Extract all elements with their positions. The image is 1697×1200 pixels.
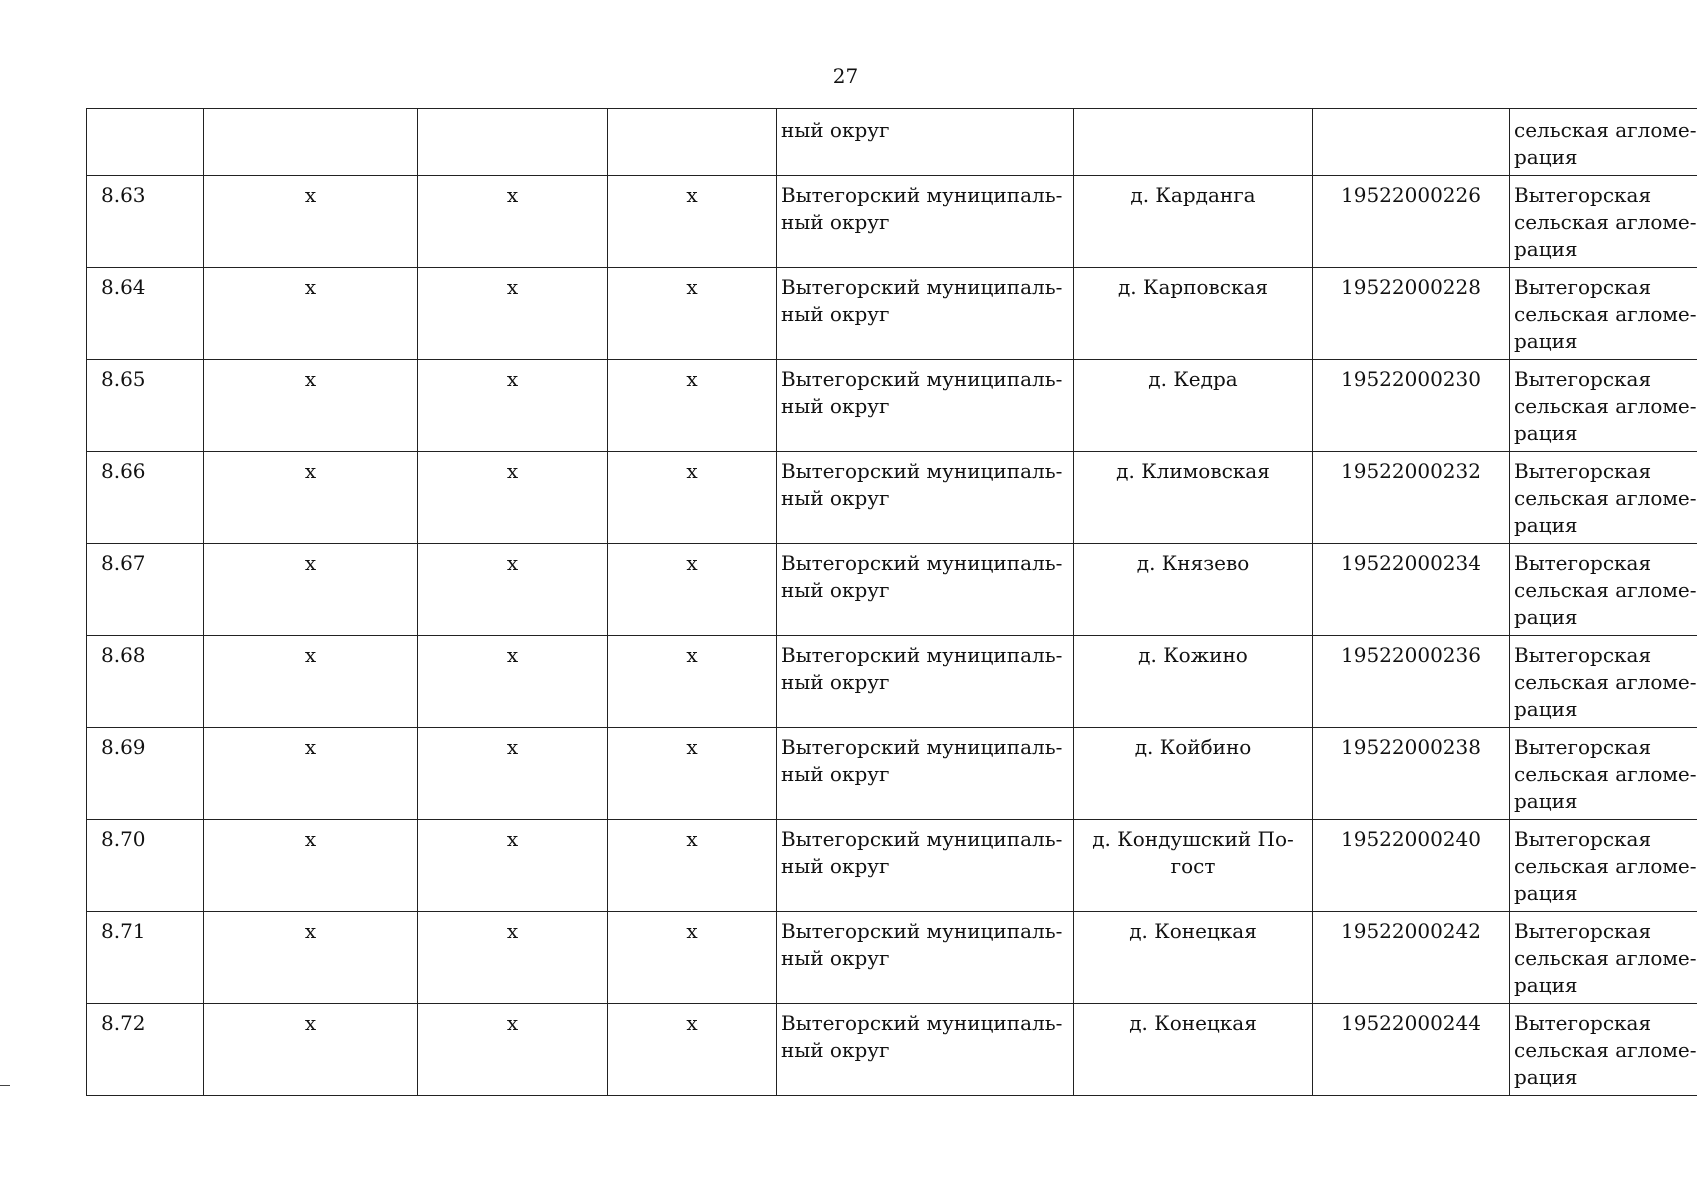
table-row xyxy=(87,176,1697,268)
cell-col-5: х xyxy=(608,268,777,360)
cell-col-3: х xyxy=(204,1004,418,1096)
cell-col-5: х xyxy=(608,912,777,1004)
cell-agglomeration: Вытегорская сельская агломе- рация xyxy=(1510,1004,1697,1096)
continuation-row xyxy=(87,109,1697,176)
cell-col-3: х xyxy=(204,176,418,268)
cell-settlement: д. Князево xyxy=(1074,544,1313,636)
cell-oktmo-code: 19522000244 xyxy=(1313,1004,1510,1096)
table-row xyxy=(87,360,1697,452)
cell-number: 8.68 xyxy=(87,636,204,728)
cell-col-4: х xyxy=(418,1004,608,1096)
table-row xyxy=(87,1004,1697,1096)
cell-col-3: х xyxy=(204,820,418,912)
cell-oktmo-code: 19522000232 xyxy=(1313,452,1510,544)
cell-col-4: х xyxy=(418,544,608,636)
cell-col-5: х xyxy=(608,1004,777,1096)
cell-agglomeration: Вытегорская сельская агломе- рация xyxy=(1510,360,1697,452)
cell-col-4: х xyxy=(418,728,608,820)
cell-settlement: д. Кондушский По- гост xyxy=(1074,820,1313,912)
cell-col-5 xyxy=(608,109,777,176)
table-row xyxy=(87,728,1697,820)
cell-district: Вытегорский муниципаль- ный округ xyxy=(777,544,1074,636)
cell-col-3: х xyxy=(204,636,418,728)
cell-district: Вытегорский муниципаль- ный округ xyxy=(777,636,1074,728)
cell-col-5: х xyxy=(608,636,777,728)
table-row xyxy=(87,268,1697,360)
cell-settlement xyxy=(1074,109,1313,176)
cell-settlement: д. Кедра xyxy=(1074,360,1313,452)
cell-oktmo-code: 19522000236 xyxy=(1313,636,1510,728)
table-row xyxy=(87,820,1697,912)
cell-oktmo-code: 19522000226 xyxy=(1313,176,1510,268)
settlements-table xyxy=(86,108,1697,1096)
cell-number: 8.70 xyxy=(87,820,204,912)
cell-agglomeration: Вытегорская сельская агломе- рация xyxy=(1510,820,1697,912)
cell-agglomeration: Вытегорская сельская агломе- рация xyxy=(1510,544,1697,636)
cell-settlement: д. Койбино xyxy=(1074,728,1313,820)
cell-agglomeration: Вытегорская сельская агломе- рация xyxy=(1510,636,1697,728)
cell-col-5: х xyxy=(608,820,777,912)
cell-district: ный округ xyxy=(777,109,1074,176)
cell-oktmo-code: 19522000238 xyxy=(1313,728,1510,820)
cell-oktmo-code: 19522000242 xyxy=(1313,912,1510,1004)
cell-col-3: х xyxy=(204,268,418,360)
cell-number: 8.72 xyxy=(87,1004,204,1096)
cell-settlement: д. Карданга xyxy=(1074,176,1313,268)
cell-number: 8.63 xyxy=(87,176,204,268)
cell-col-4: х xyxy=(418,912,608,1004)
cell-agglomeration: Вытегорская сельская агломе- рация xyxy=(1510,452,1697,544)
cell-col-3: х xyxy=(204,360,418,452)
cell-oktmo-code xyxy=(1313,109,1510,176)
table-row xyxy=(87,544,1697,636)
cell-oktmo-code: 19522000230 xyxy=(1313,360,1510,452)
cell-col-3: х xyxy=(204,452,418,544)
cell-district: Вытегорский муниципаль- ный округ xyxy=(777,912,1074,1004)
cell-col-4 xyxy=(418,109,608,176)
cell-col-3: х xyxy=(204,912,418,1004)
cell-district: Вытегорский муниципаль- ный округ xyxy=(777,360,1074,452)
cell-district: Вытегорский муниципаль- ный округ xyxy=(777,268,1074,360)
cell-district: Вытегорский муниципаль- ный округ xyxy=(777,452,1074,544)
cell-col-5: х xyxy=(608,176,777,268)
cell-col-3 xyxy=(204,109,418,176)
page-number: 27 xyxy=(832,64,859,88)
cell-district: Вытегорский муниципаль- ный округ xyxy=(777,1004,1074,1096)
cell-number: 8.71 xyxy=(87,912,204,1004)
cell-settlement: д. Конецкая xyxy=(1074,912,1313,1004)
cell-number: 8.66 xyxy=(87,452,204,544)
cell-col-4: х xyxy=(418,176,608,268)
cell-col-4: х xyxy=(418,268,608,360)
cell-agglomeration: Вытегорская сельская агломе- рация xyxy=(1510,268,1697,360)
cell-number: 8.67 xyxy=(87,544,204,636)
cell-oktmo-code: 19522000228 xyxy=(1313,268,1510,360)
cell-settlement: д. Кожино xyxy=(1074,636,1313,728)
cell-district: Вытегорский муниципаль- ный округ xyxy=(777,728,1074,820)
cell-col-4: х xyxy=(418,820,608,912)
cell-number: 8.64 xyxy=(87,268,204,360)
cell-agglomeration: Вытегорская сельская агломе- рация xyxy=(1510,912,1697,1004)
table-row xyxy=(87,452,1697,544)
cell-col-5: х xyxy=(608,360,777,452)
cell-col-4: х xyxy=(418,636,608,728)
cell-number: 8.65 xyxy=(87,360,204,452)
cell-oktmo-code: 19522000234 xyxy=(1313,544,1510,636)
cell-col-4: х xyxy=(418,360,608,452)
cell-col-3: х xyxy=(204,544,418,636)
cell-settlement: д. Карповская xyxy=(1074,268,1313,360)
cell-agglomeration: сельская агломе- рация xyxy=(1510,109,1697,176)
cell-district: Вытегорский муниципаль- ный округ xyxy=(777,176,1074,268)
cell-agglomeration: Вытегорская сельская агломе- рация xyxy=(1510,176,1697,268)
cell-number: 8.69 xyxy=(87,728,204,820)
cell-agglomeration: Вытегорская сельская агломе- рация xyxy=(1510,728,1697,820)
cell-district: Вытегорский муниципаль- ный округ xyxy=(777,820,1074,912)
cell-settlement: д. Климовская xyxy=(1074,452,1313,544)
table-row xyxy=(87,636,1697,728)
scan-mark xyxy=(0,1085,10,1086)
cell-number xyxy=(87,109,204,176)
cell-col-3: х xyxy=(204,728,418,820)
cell-col-5: х xyxy=(608,452,777,544)
cell-col-5: х xyxy=(608,544,777,636)
table-row xyxy=(87,912,1697,1004)
cell-oktmo-code: 19522000240 xyxy=(1313,820,1510,912)
cell-col-4: х xyxy=(418,452,608,544)
cell-settlement: д. Конецкая xyxy=(1074,1004,1313,1096)
cell-col-5: х xyxy=(608,728,777,820)
